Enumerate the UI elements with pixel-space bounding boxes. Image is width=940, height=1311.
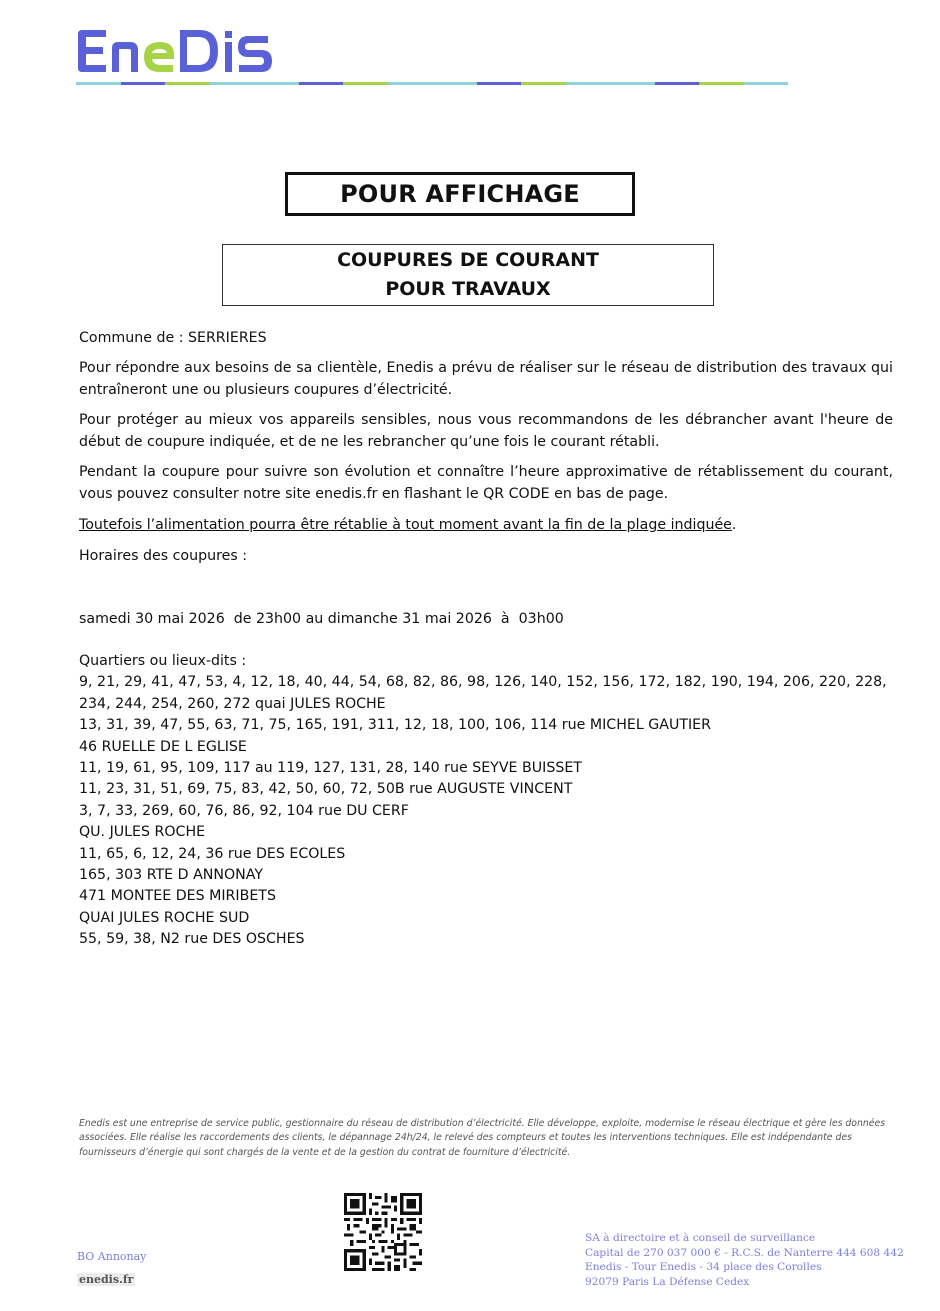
display-label-box — [285, 172, 635, 216]
enedis-logo — [76, 28, 282, 74]
list-item: 13, 31, 39, 47, 55, 63, 71, 75, 165, 191, 311, 12, 18, 100, 106, 114 rue MICHEL GAUTIER — [79, 717, 712, 734]
list-item: 471 MONTEE DES MIRIBETS — [79, 888, 276, 905]
paragraph-1: Pour répondre aux besoins de sa clientèle, Enedis a prévu de réaliser sur le réseau de distribution des travaux qui entraîneront une ou plusieurs coupures d’électricité. — [79, 360, 893, 398]
list-item: 3, 7, 33, 269, 60, 76, 86, 92, 104 rue DU CERF — [79, 802, 409, 819]
list-item: 11, 19, 61, 95, 109, 117 au 119, 127, 131, 28, 140 rue SEYVE BUISSET — [79, 760, 582, 777]
notice-text: Toutefois l’alimentation pourra être rétablie à tout moment avant la fin de la plage indiquée — [79, 517, 732, 533]
list-item: 165, 303 RTE D ANNONAY — [79, 867, 264, 884]
footer-note: Enedis est une entreprise de service public, gestionnaire du réseau de distribution d’électricité. Elle développe, exploite, modernise le réseau électrique et gère les données associées. Elle réalise les raccordements des clients, le dépannage 24h/24, le relevé des compteurs et toutes les interventions techniques. Elle est indépendante des fournisseurs d’énergie qui sont chargés de la vente et de la gestion du contrat de fourniture d’électricité. — [79, 1118, 886, 1158]
title-line-1: COUPURES DE COURANT — [337, 249, 599, 271]
title-box — [222, 244, 714, 306]
display-label: POUR AFFICHAGE — [340, 180, 580, 208]
qr-code-icon[interactable] — [344, 1193, 422, 1271]
list-item: 11, 23, 31, 51, 69, 75, 83, 42, 50, 60, 72, 50B rue AUGUSTE VINCENT — [79, 781, 573, 798]
areas-label: Quartiers ou lieux-dits : — [79, 653, 247, 669]
list-item: 46 RUELLE DE L EGLISE — [79, 738, 247, 755]
list-item: QU. JULES ROCHE — [79, 824, 206, 841]
list-item: QUAI JULES ROCHE SUD — [79, 909, 250, 926]
legal-line-1: SA à directoire et à conseil de surveillance — [585, 1232, 816, 1244]
paragraph-2: Pour protéger au mieux vos appareils sensibles, nous vous recommandons de les débrancher avant l'heure de début de coupure indiquée, et de ne les rebrancher qu’une fois le courant rétabli. — [79, 412, 893, 450]
title-line-2: POUR TRAVAUX — [385, 278, 551, 300]
schedule-label: Horaires des coupures : — [79, 548, 248, 564]
legal-info — [585, 1231, 904, 1289]
legal-line-4: 92079 Paris La Défense Cedex — [585, 1275, 750, 1288]
paragraph-3: Pendant la coupure pour suivre son évolution et connaître l’heure approximative de rétablissement du courant, vous pouvez consulter notre site enedis.fr en flashant le QR CODE en bas de page. — [79, 464, 893, 502]
notice-end: . — [731, 517, 737, 533]
logo-color-rule — [76, 82, 788, 85]
list-item: 11, 65, 6, 12, 24, 36 rue DES ECOLES — [79, 845, 346, 862]
areas-list — [79, 651, 893, 951]
commune: Commune de : SERRIERES — [79, 330, 267, 346]
list-item: 9, 21, 29, 41, 47, 53, 4, 12, 18, 40, 44, 54, 68, 82, 86, 98, 126, 140, 152, 156, 172, 182, 190, 194, 206, 220, 228, 234, 244, 254, 260, 272 quai JULES ROCHE — [79, 674, 887, 712]
legal-line-2: Capital de 270 037 000 € - R.C.S. de Nanterre 444 608 442 — [585, 1246, 904, 1259]
schedule: samedi 30 mai 2026 de 23h00 au dimanche 31 mai 2026 à 03h00 — [79, 611, 564, 627]
list-item: 55, 59, 38, N2 rue DES OSCHES — [79, 931, 305, 948]
website-link[interactable]: enedis.fr — [79, 1273, 134, 1286]
legal-line-3: Enedis - Tour Enedis - 34 place des Corolles — [585, 1261, 822, 1273]
office-label: BO Annonay — [77, 1250, 147, 1263]
notice — [79, 515, 893, 537]
